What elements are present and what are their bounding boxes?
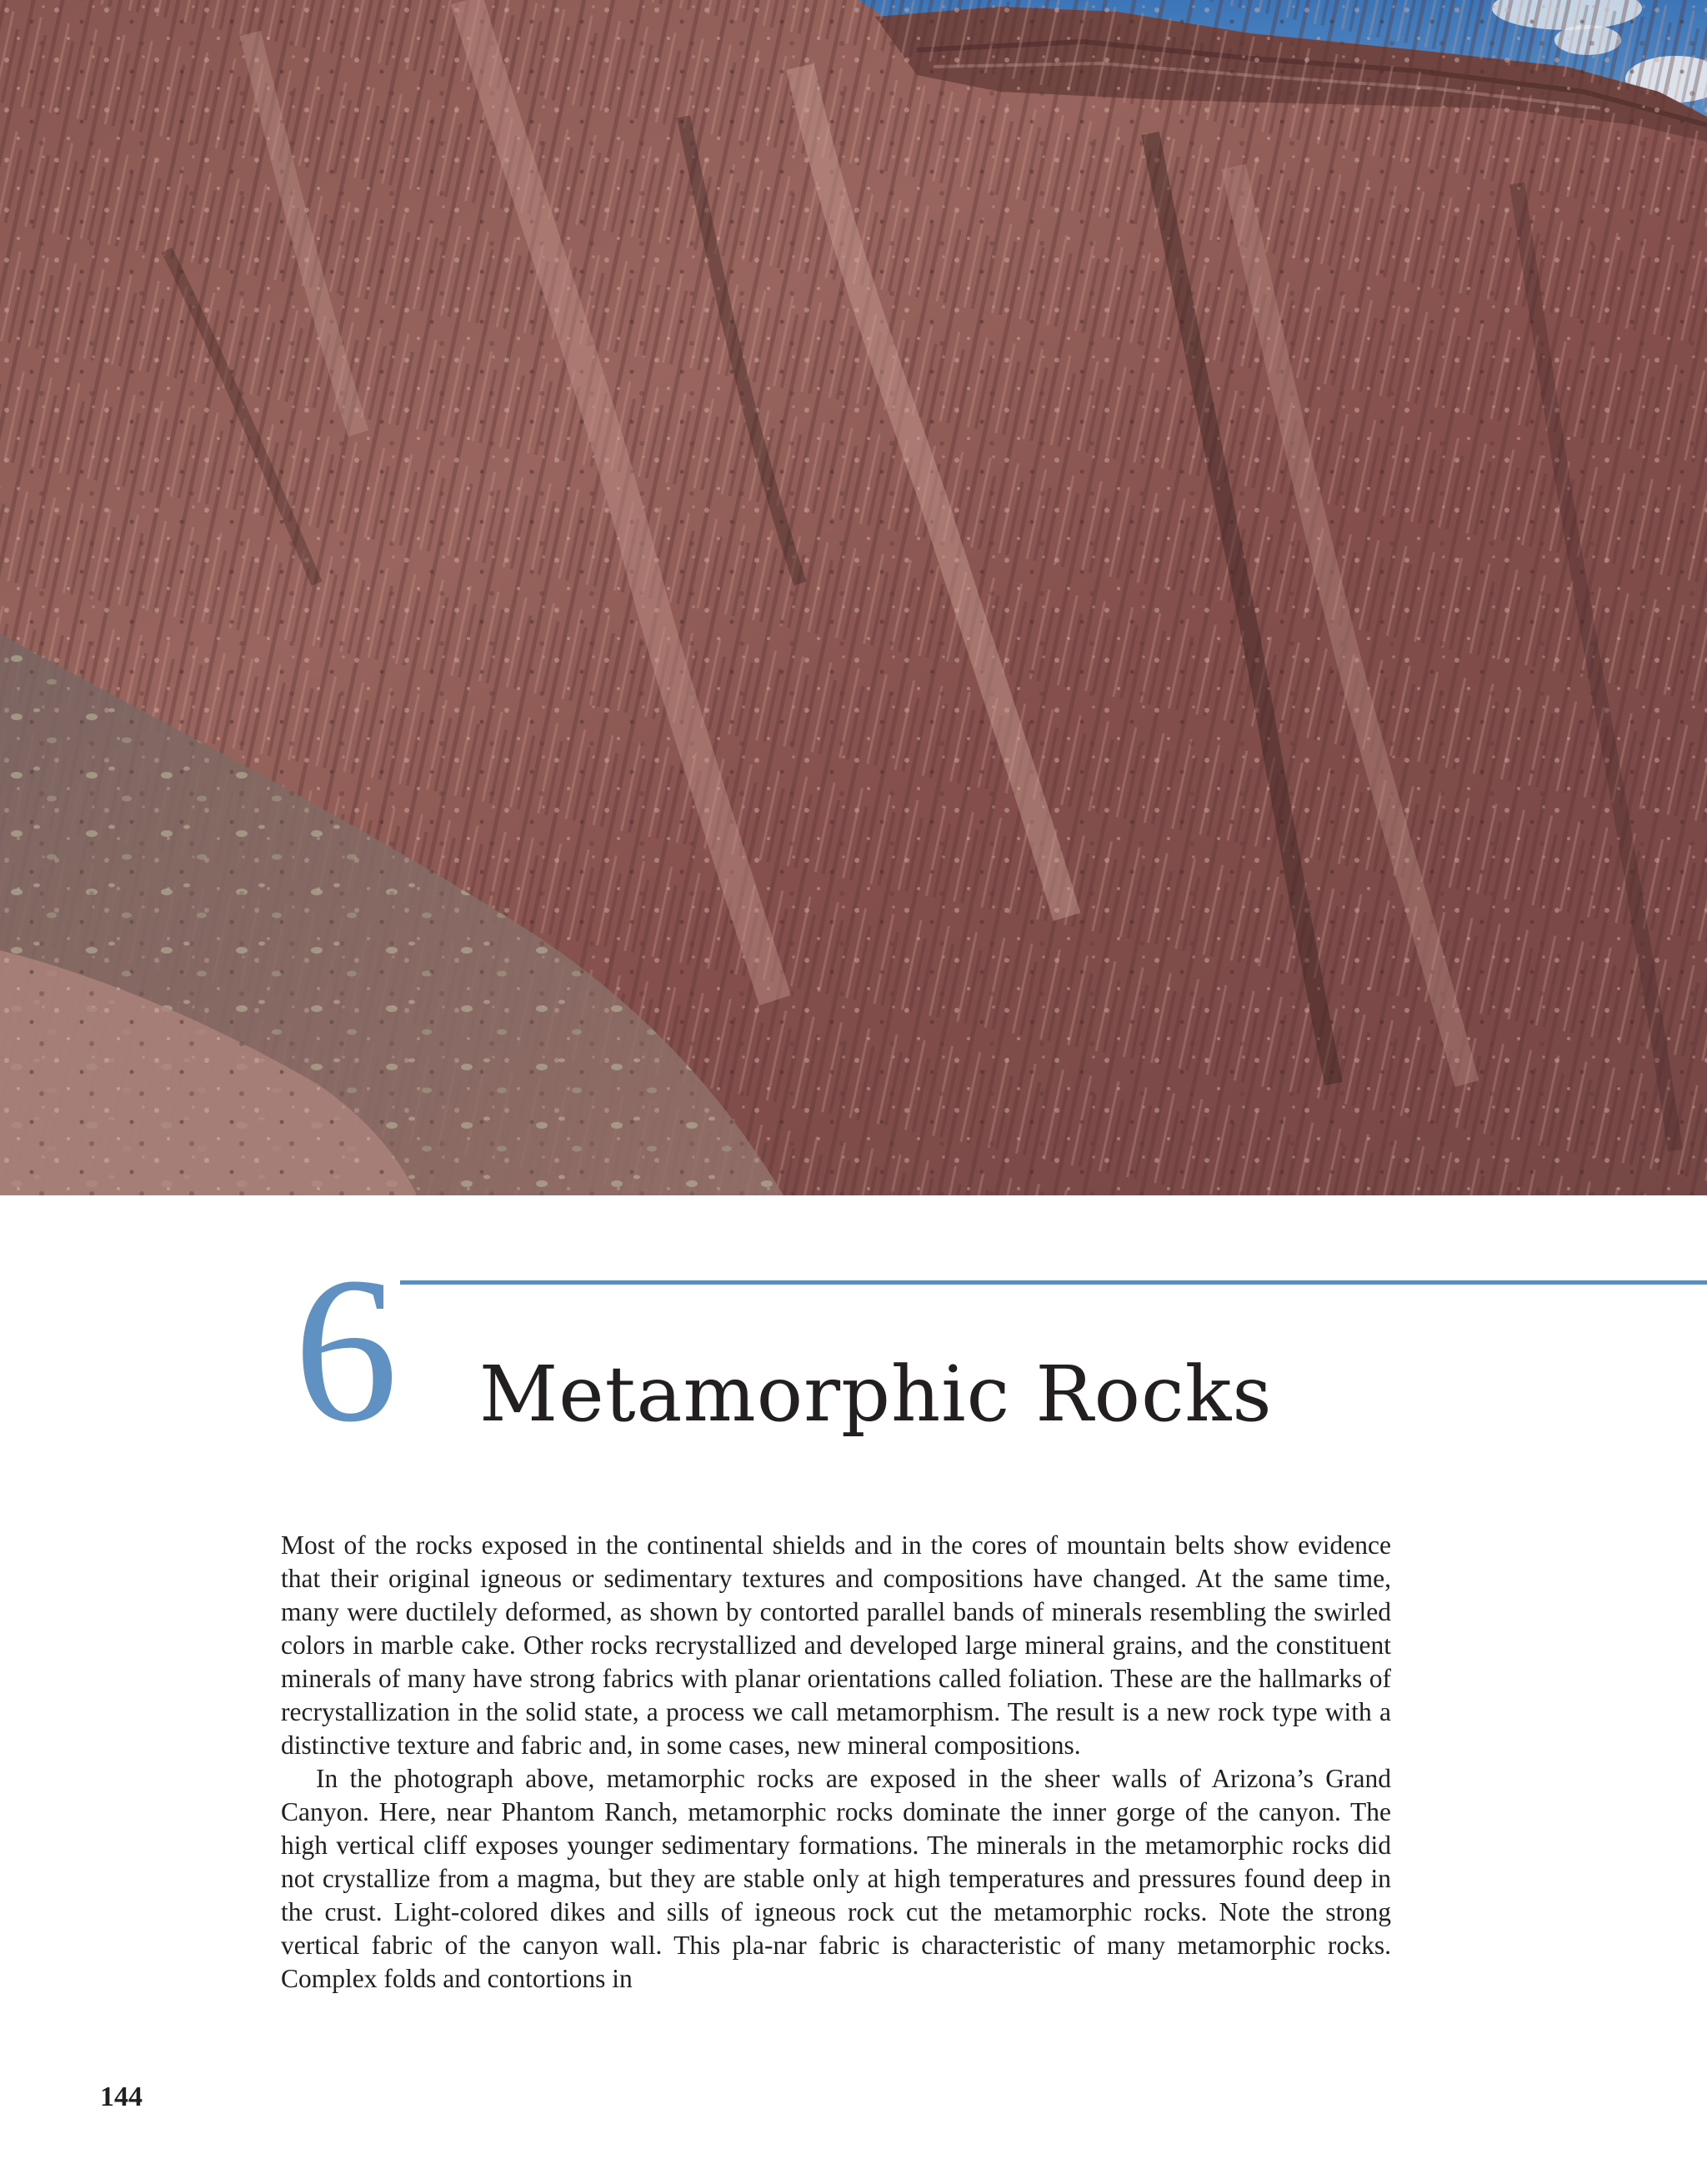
chapter-intro-text bbox=[281, 1529, 1391, 1996]
page-number: 144 bbox=[100, 2081, 143, 2112]
intro-paragraph-1: Most of the rocks exposed in the continental shields and in the cores of mountain belts show evidence that their original igneous or sedimentary textures and compositions have changed. At the same time, many were ductilely deformed, as shown by contorted parallel bands of minerals resembling the swirled colors in marble cake. Other rocks recrystallized and developed large mineral grains, and the constituent minerals of many have strong fabrics with planar orientations called foliation. These are the hallmarks of recrystallization in the solid state, a process we call metamorphism. The result is a new rock type with a distinctive texture and fabric and, in some cases, new mineral compositions. bbox=[281, 1530, 1391, 1760]
chapter-title: Metamorphic Rocks bbox=[479, 1350, 1273, 1439]
chapter-rule bbox=[400, 1280, 1707, 1285]
chapter-number: 6 bbox=[293, 1235, 398, 1465]
intro-paragraph-2: In the photograph above, metamorphic rocks are exposed in the sheer walls of Arizona’s Grand Canyon. Here, near Phantom Ranch, metamorphic rocks dominate the inner gorge of the canyon. The high vertical cliff exposes younger sedimentary formations. The minerals in the metamorphic rocks did not crystallize from a magma, but they are stable only at high temperatures and pressures found deep in the crust. Light-colored dikes and sills of igneous rock cut the metamorphic rocks. Note the strong vertical fabric of the canyon wall. This pla-nar fabric is characteristic of many metamorphic rocks. Complex folds and contortions in bbox=[281, 1764, 1391, 1993]
